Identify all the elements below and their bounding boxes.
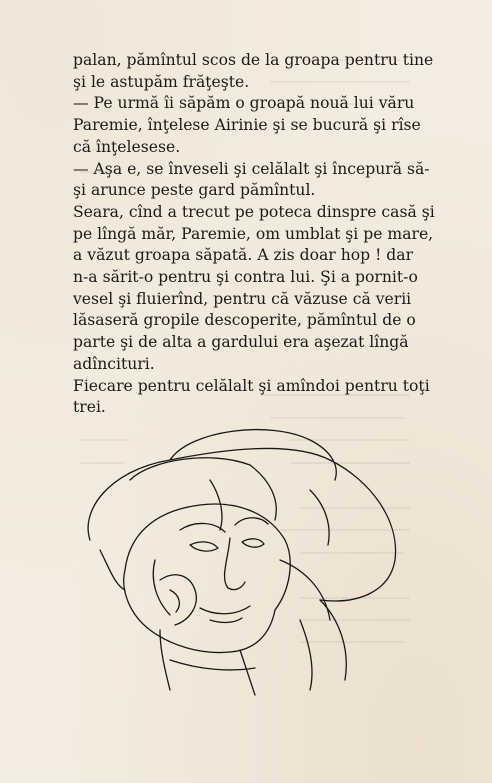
text-line: parte şi de alta a gardului era aşezat lîngă [73, 333, 409, 352]
text-line: şi arunce peste gard pămîntul. [73, 181, 316, 200]
text-line: adîncituri. [73, 354, 155, 373]
text-line: Seara, cînd a trecut pe poteca dinspre casă şi [73, 202, 435, 221]
text-line: pe lîngă măr, Paremie, om umblat şi pe mare, [73, 224, 434, 243]
text-line: şi le astupăm frăţeşte. [73, 72, 250, 91]
text-line: palan, pămîntul scos de la groapa pentru tine [73, 51, 434, 69]
text-line: — Pe urmă îi săpăm o groapă nouă lui văru [73, 94, 415, 113]
text-line: că înţelesese. [73, 137, 181, 156]
text-line: n-a sărit-o pentru şi contra lui. Şi a pornit-o [73, 268, 418, 287]
text-line: a văzut groapa săpată. A zis doar hop ! dar [73, 246, 414, 265]
text-line: Paremie, înţelese Airinie şi se bucură şi rîse [73, 116, 421, 135]
sketch-drawing-figure-icon [70, 420, 420, 700]
text-line: — Aşa e, se înveseli şi celălalt şi începură să- [73, 159, 430, 178]
text-line: lăsaseră gropile descoperite, pămîntul de o [73, 311, 416, 330]
text-line: Fiecare pentru celălalt şi amîndoi pentru toţi [73, 376, 430, 395]
text-line: trei. [73, 398, 106, 417]
text-line: vesel şi fluierînd, pentru că văzuse că verii [73, 289, 412, 308]
